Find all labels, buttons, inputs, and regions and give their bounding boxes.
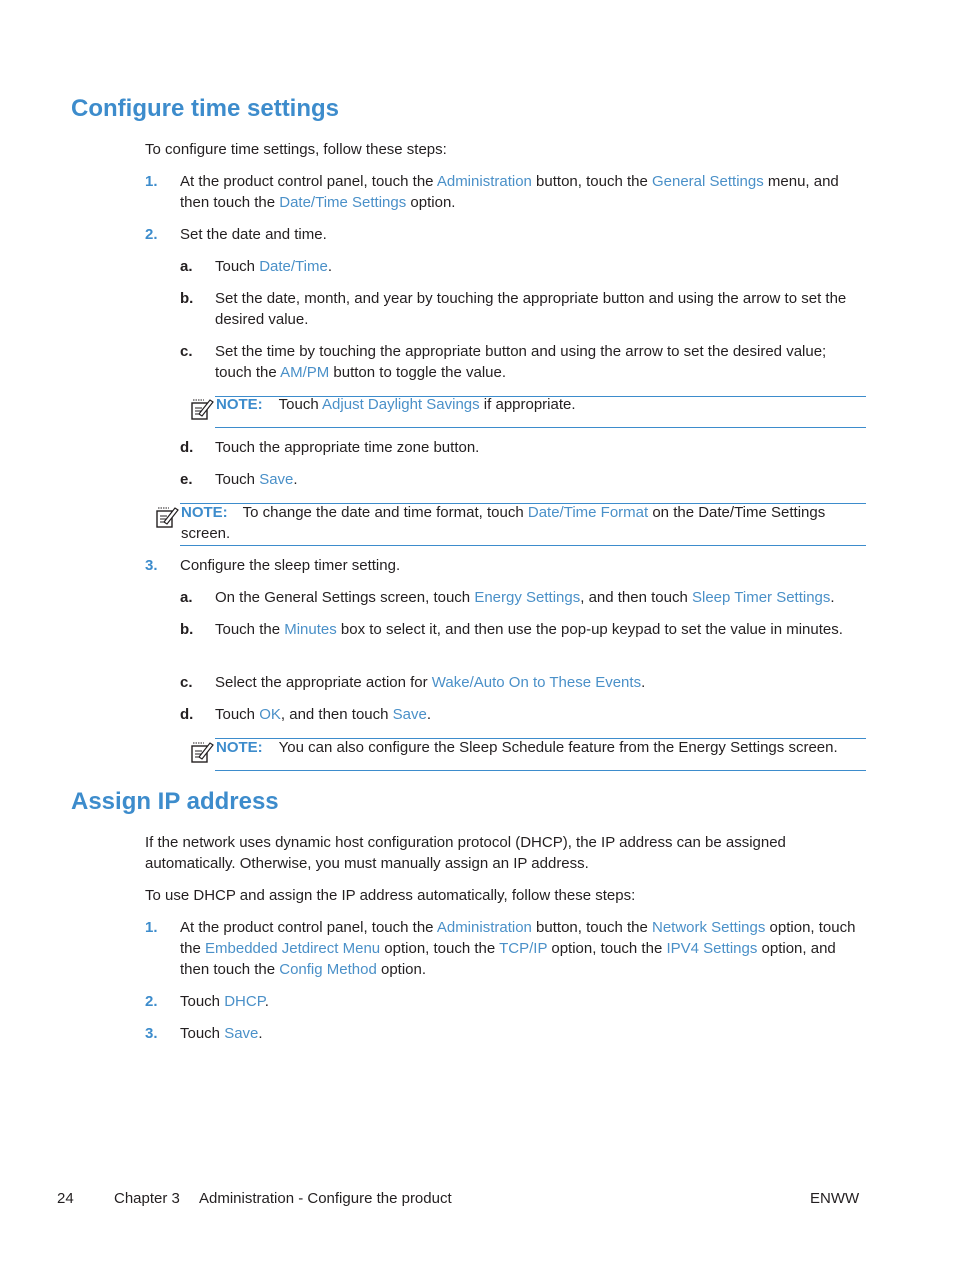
footer-chapter-title: Administration - Configure the product <box>199 1190 452 1207</box>
substep-2b-text: Set the date, month, and year by touching the appropriate button and using the arrow to set the desired value. <box>215 290 847 328</box>
link-administration: Administration <box>436 173 532 190</box>
link-energy-settings: Energy Settings <box>474 589 581 606</box>
link-wake-auto-on: Wake/Auto On to These Events <box>431 674 642 691</box>
step-2-text: Set the date and time. <box>180 226 327 243</box>
note-box <box>215 738 866 771</box>
substep-letter: d. <box>180 439 194 456</box>
step-3-text: Configure the sleep timer setting. <box>180 557 401 574</box>
substep-2c-text: Set the time by touching the appropriate button and using the arrow to set the desired value; touch the AM/PM button to toggle the value. <box>215 343 827 381</box>
dhcp-paragraph: If the network uses dynamic host configuration protocol (DHCP), the IP address can be assigned automatically. Otherwise, you must manually assign an IP address. <box>145 834 786 872</box>
link-am-pm: AM/PM <box>280 364 330 381</box>
link-dhcp: DHCP <box>224 993 265 1010</box>
link-ipv4-settings: IPV4 Settings <box>666 940 758 957</box>
substep-letter: b. <box>180 621 194 638</box>
link-save: Save <box>392 706 427 723</box>
ip-step-2-text: Touch DHCP. <box>180 993 269 1010</box>
substep-3d-text: Touch OK, and then touch Save. <box>215 706 432 723</box>
substep-letter: c. <box>180 343 193 360</box>
footer-chapter: Chapter 3 <box>114 1190 180 1207</box>
link-administration: Administration <box>436 919 532 936</box>
note-pencil-icon <box>190 740 214 764</box>
note-pencil-icon <box>190 397 214 421</box>
ip-step-1-text: At the product control panel, touch the Administration button, touch the Network Settings option, touch the Embedded Jetdirect Menu option, touch the TCP/IP option, touch the IPV4 Settings option, and then touch the Config Method option. <box>180 919 856 978</box>
link-embedded-jetdirect-menu: Embedded Jetdirect Menu <box>205 940 381 957</box>
dhcp-steps-intro: To use DHCP and assign the IP address automatically, follow these steps: <box>145 887 636 904</box>
note-label: NOTE: <box>216 739 263 756</box>
substep-3a-text: On the General Settings screen, touch Energy Settings, and then touch Sleep Timer Settings. <box>215 589 835 606</box>
substep-letter: e. <box>180 471 193 488</box>
link-minutes: Minutes <box>284 621 337 638</box>
section-title-configure-time: Configure time settings <box>71 95 340 122</box>
page-number: 24 <box>57 1190 74 1207</box>
step-number: 2. <box>145 993 158 1010</box>
footer-enww: ENWW <box>810 1190 860 1207</box>
link-general-settings: General Settings <box>651 173 764 190</box>
substep-letter: a. <box>180 589 193 606</box>
step-number: 3. <box>145 1025 158 1042</box>
substep-letter: d. <box>180 706 194 723</box>
step-number: 2. <box>145 226 158 243</box>
substep-letter: b. <box>180 290 194 307</box>
link-network-settings: Network Settings <box>651 919 766 936</box>
link-date-time-settings: Date/Time Settings <box>279 194 407 211</box>
step-1-text: At the product control panel, touch the Administration button, touch the General Settings menu, and then touch the Date/Time Settings option. <box>180 173 839 211</box>
substep-3c-text: Select the appropriate action for Wake/Auto On to These Events. <box>215 674 646 691</box>
step-number: 3. <box>145 557 158 574</box>
note-label: NOTE: <box>216 396 263 413</box>
note-box <box>215 396 866 428</box>
note-pencil-icon <box>155 505 179 529</box>
step-number: 1. <box>145 919 158 936</box>
substep-2d-text: Touch the appropriate time zone button. <box>215 439 480 456</box>
intro-paragraph: To configure time settings, follow these steps: <box>145 141 447 158</box>
substep-letter: c. <box>180 674 193 691</box>
substep-2a-text: Touch Date/Time. <box>215 258 333 275</box>
link-ok: OK <box>259 706 281 723</box>
link-save: Save <box>259 471 294 488</box>
link-save: Save <box>224 1025 259 1042</box>
note-sleep-schedule-text: NOTE: You can also configure the Sleep Schedule feature from the Energy Settings screen. <box>216 739 838 756</box>
substep-3b-text: Touch the Minutes box to select it, and then use the pop-up keypad to set the value in minutes. <box>215 621 843 638</box>
link-date-time: Date/Time <box>259 258 328 275</box>
substep-2e-text: Touch Save. <box>215 471 298 488</box>
link-adjust-daylight-savings: Adjust Daylight Savings <box>322 396 480 413</box>
link-date-time-format: Date/Time Format <box>527 504 649 521</box>
note-daylight-text: NOTE: Touch Adjust Daylight Savings if appropriate. <box>216 396 576 413</box>
link-tcp-ip: TCP/IP <box>499 940 548 957</box>
step-number: 1. <box>145 173 158 190</box>
ip-step-3-text: Touch Save. <box>180 1025 263 1042</box>
substep-letter: a. <box>180 258 193 275</box>
note-label: NOTE: <box>181 504 228 521</box>
section-title-assign-ip: Assign IP address <box>71 788 279 815</box>
note-date-format-text: NOTE: To change the date and time format, touch Date/Time Format on the Date/Time Settings screen. <box>181 504 826 542</box>
link-config-method: Config Method <box>279 961 377 978</box>
link-sleep-timer-settings: Sleep Timer Settings <box>692 589 831 606</box>
note-box <box>180 503 866 546</box>
